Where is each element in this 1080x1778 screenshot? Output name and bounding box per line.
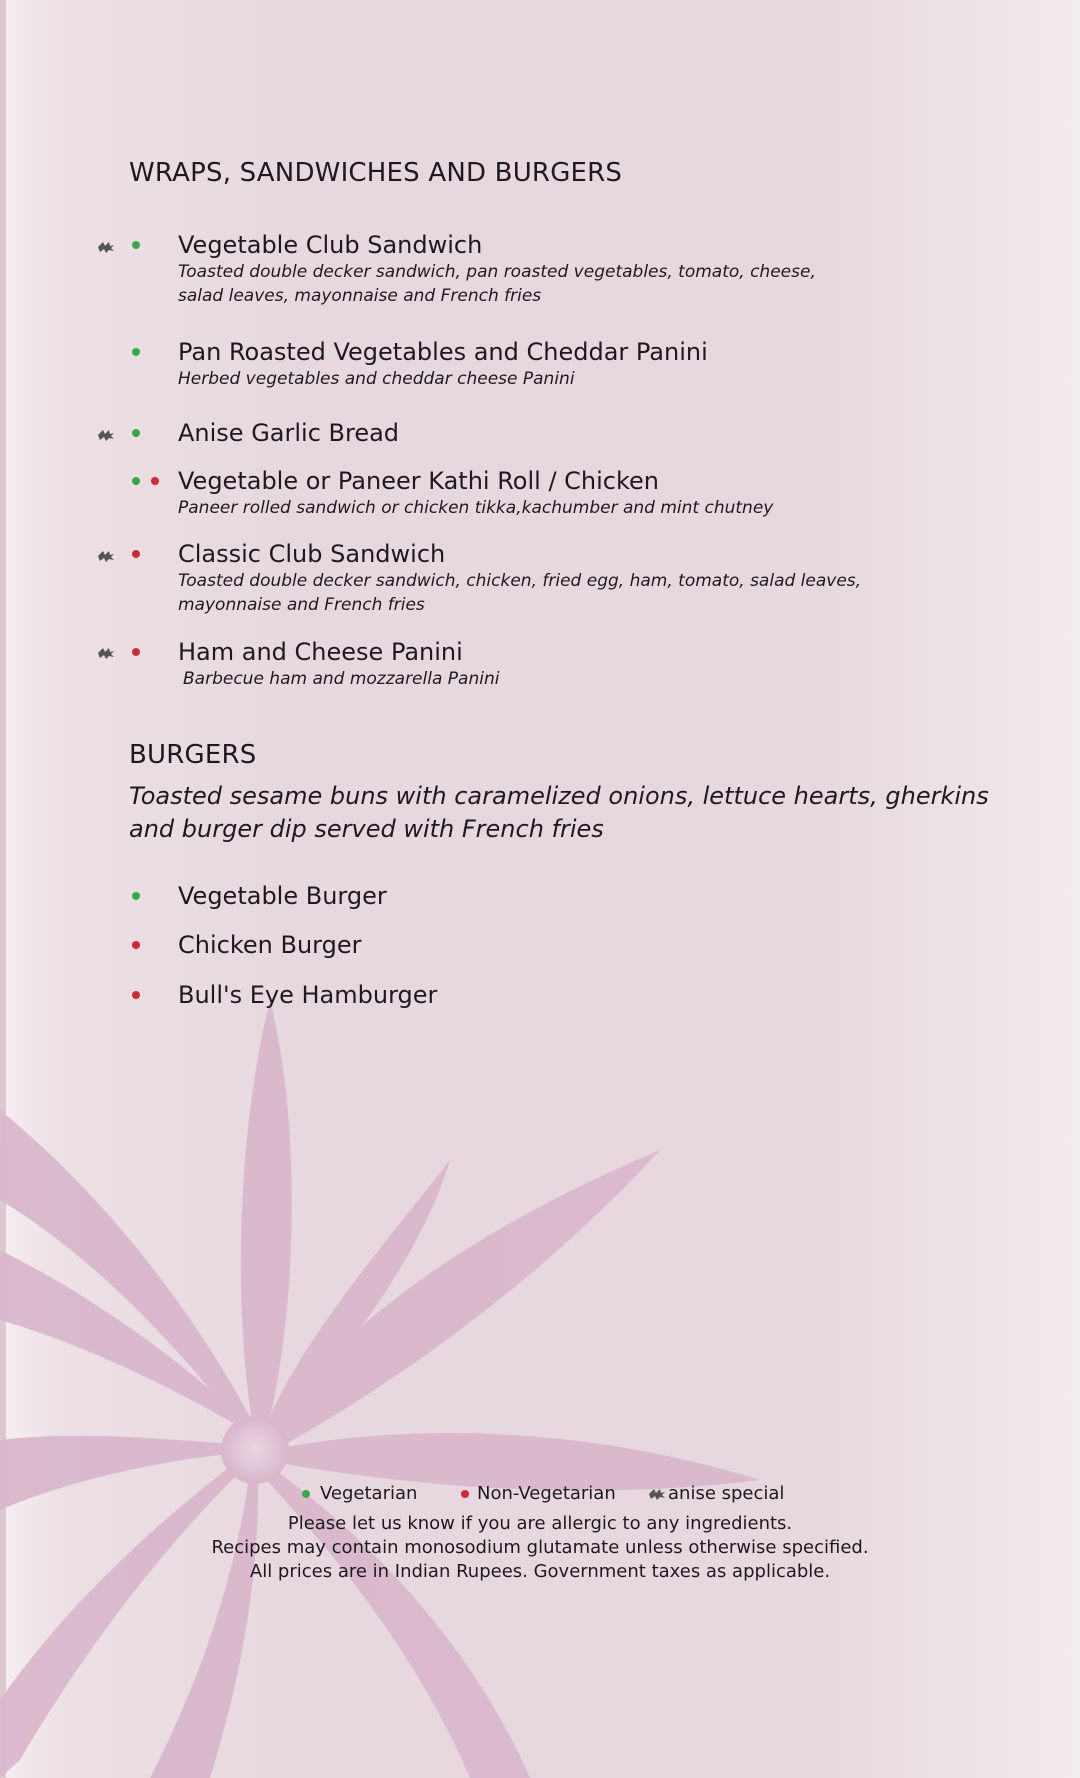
item-name: Vegetable Burger <box>178 882 387 910</box>
menu-item <box>178 337 998 391</box>
item-name: Bull's Eye Hamburger <box>178 981 438 1009</box>
item-name: Vegetable Club Sandwich <box>178 231 483 259</box>
item-description: Toasted double decker sandwich, pan roasted vegetables, tomato, cheese, salad leaves, mayonnaise and French fries <box>178 262 816 306</box>
menu-item <box>178 230 998 308</box>
veg-indicator-icon <box>132 477 140 485</box>
menu-item <box>178 418 998 448</box>
msg-note: Recipes may contain monosodium glutamate unless otherwise specified. <box>211 1537 869 1558</box>
nonveg-indicator-icon <box>151 477 159 485</box>
legend-anise-label: anise special <box>668 1483 785 1504</box>
burgers-intro: Toasted sesame buns with caramelized onions, lettuce hearts, gherkins and burger dip served with French fries <box>129 782 989 843</box>
nonveg-indicator-icon <box>132 941 140 949</box>
item-description: Herbed vegetables and cheddar cheese Panini <box>178 369 575 389</box>
legend-nonveg-label: Non-Vegetarian <box>477 1483 616 1504</box>
item-name: Vegetable or Paneer Kathi Roll / Chicken <box>178 467 660 495</box>
menu-item <box>178 637 998 691</box>
section-title-wraps: WRAPS, SANDWICHES AND BURGERS <box>129 158 623 188</box>
menu-item <box>178 881 998 911</box>
legend-nonveg-icon <box>461 1490 469 1498</box>
menu-item <box>178 539 998 617</box>
legend-anise-icon <box>648 1488 666 1500</box>
veg-indicator-icon <box>132 429 140 437</box>
menu-item <box>178 466 998 520</box>
veg-indicator-icon <box>132 348 140 356</box>
star-anise-icon <box>97 241 115 253</box>
nonveg-indicator-icon <box>132 991 140 999</box>
nonveg-indicator-icon <box>132 648 140 656</box>
item-description: Barbecue ham and mozzarella Panini <box>183 669 500 689</box>
veg-indicator-icon <box>132 241 140 249</box>
item-name: Ham and Cheese Panini <box>178 638 463 666</box>
item-name: Pan Roasted Vegetables and Cheddar Panini <box>178 338 708 366</box>
legend-veg-icon <box>302 1490 310 1498</box>
item-description: Toasted double decker sandwich, chicken, fried egg, ham, tomato, salad leaves, mayonnaise and French fries <box>178 571 862 615</box>
nonveg-indicator-icon <box>132 550 140 558</box>
menu-item <box>178 980 998 1010</box>
veg-indicator-icon <box>132 892 140 900</box>
item-description: Paneer rolled sandwich or chicken tikka,kachumber and mint chutney <box>178 498 774 518</box>
item-name: Chicken Burger <box>178 931 362 959</box>
legend-veg-label: Vegetarian <box>320 1483 418 1504</box>
star-anise-icon <box>97 647 115 659</box>
star-anise-icon <box>97 550 115 562</box>
menu-item <box>178 930 998 960</box>
allergy-note: Please let us know if you are allergic to any ingredients. <box>287 1513 793 1534</box>
price-note: All prices are in Indian Rupees. Government taxes as applicable. <box>249 1561 831 1582</box>
item-name: Anise Garlic Bread <box>178 419 400 447</box>
star-anise-icon <box>97 429 115 441</box>
section-title-burgers: BURGERS <box>129 740 257 770</box>
item-name: Classic Club Sandwich <box>178 540 446 568</box>
